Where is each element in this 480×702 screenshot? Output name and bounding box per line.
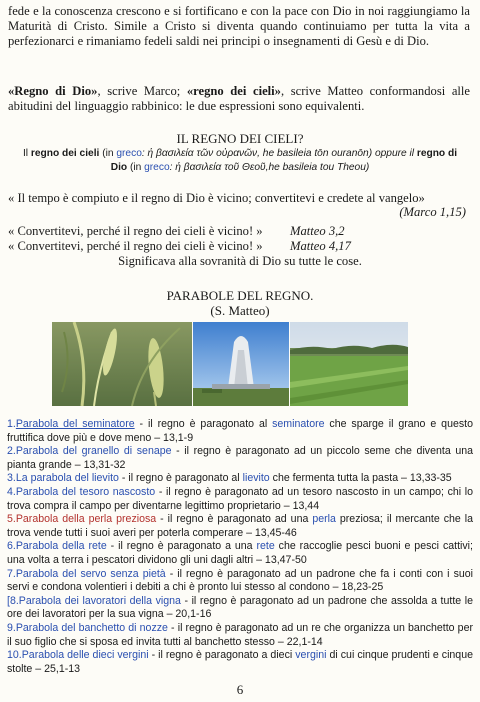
parable-title-link[interactable]: Parabola del banchetto di nozze <box>15 621 168 634</box>
section-title-parabole: PARABOLE DEL REGNO. <box>166 288 314 303</box>
quote-marco-ref: (Marco 1,15) <box>399 205 466 219</box>
parable-keyword-link[interactable]: seminatore <box>272 418 325 430</box>
parable-title-link[interactable]: Parabola della rete <box>15 540 107 553</box>
intro-paragraph: fede e la conoscenza crescono e si fortificano e con la pace con Dio in noi raggiungiamo la Maturità di Cristo. Simile a Cristo si diventa quando continuiamo per tutta la vita a perfezionarci e rimaniamo fedeli saldi nei principi o insegnamenti di Gesù e di Dio. <box>8 4 470 48</box>
parable-text: - il regno è paragonato ad un padrone che fa i conti con i suoi servi e condona volentieri i debiti a chi è pronto lui stesso al condono – 18,23-25 <box>7 567 474 594</box>
photo-strip <box>52 322 408 406</box>
parable-number: 2. <box>7 445 16 458</box>
parable-number: 6. <box>7 540 16 553</box>
section-title-regno: IL REGNO DEI CIELI? <box>176 131 304 146</box>
parable-item <box>7 513 473 540</box>
parable-title-link[interactable]: Parabola del granello di senape <box>15 445 172 458</box>
parable-keyword-link[interactable]: vergini <box>295 649 327 662</box>
parable-item <box>7 595 473 622</box>
marco-paragraph <box>8 84 470 114</box>
parable-number: 10. <box>7 649 22 662</box>
marco-text-2: , scrive Matteo conformandosi alle abitudini del linguaggio rabbinico: le due espressioni sono equivalenti. <box>8 84 470 113</box>
link-greco-2[interactable]: greco <box>144 162 170 173</box>
parable-keyword-link[interactable]: lievito <box>242 472 270 485</box>
quote-marco-text: « Il tempo è compiuto e il regno di Dio è vicino; convertitevi e credete al vangelo» <box>8 191 425 205</box>
parable-title-link[interactable]: Parabola del tesoro nascosto <box>15 485 156 498</box>
note-a: Il <box>22 148 31 159</box>
parable-text: - il regno è paragonato a una <box>106 540 257 553</box>
term-regno-di-dio: «Regno di Dio» <box>8 84 98 98</box>
parable-item <box>7 472 473 486</box>
parable-item <box>7 649 473 676</box>
parable-number: 7. <box>7 567 16 580</box>
parable-item <box>7 568 473 595</box>
parable-title-link[interactable]: Parabola della perla preziosa <box>15 513 157 526</box>
parable-item <box>7 622 473 649</box>
parable-text: - il regno è paragonato ad un re che organizza un banchetto per il suo figlio che si sposa ed invita tutti al banchetto stesso – 22,1-14 <box>7 621 473 648</box>
parable-title-link[interactable]: Parabola del servo senza pietà <box>15 567 166 580</box>
term-regno-dei-cieli: «regno dei cieli» <box>186 84 281 98</box>
greek-note <box>18 147 462 175</box>
parable-number: 4. <box>7 485 16 498</box>
wheat-photo <box>52 322 192 406</box>
parable-text-end: di cui cinque prudenti e cinque stolte – 25,1-13 <box>7 649 473 675</box>
parable-text: - il regno è paragonato ad un piccolo seme che diventa una pianta grande – 13,31-32 <box>7 445 473 471</box>
note-g: (in <box>127 162 145 173</box>
quote-marco <box>8 191 470 206</box>
monument-photo <box>193 322 289 406</box>
parable-text-end: che sparge il grano e questo fruttifica dove più e dove meno – 13,1-9 <box>7 418 473 444</box>
parable-text: - il regno è paragonato ad un padrone che assolda a tutte le ore dei lavoratori per la sua vigna – 20,1-16 <box>7 594 473 621</box>
parable-item <box>7 540 473 567</box>
quote-matteo-3-text: « Convertitevi, perché il regno dei cieli è vicino! » <box>8 224 263 238</box>
page-number: 6 <box>236 682 244 697</box>
parable-number: 1. <box>7 418 16 430</box>
quote-matteo-3 <box>8 224 470 239</box>
note-b: regno dei cieli <box>30 148 100 159</box>
photo-strip-svg <box>52 322 408 406</box>
quote-matteo-4 <box>8 239 470 254</box>
parable-number: 3. <box>7 472 16 485</box>
parable-item <box>7 445 473 472</box>
section-subtitle-matteo: (S. Matteo) <box>210 303 270 318</box>
parable-text: - il regno è paragonato ad un tesoro nascosto in un campo; chi lo trova compra il campo per diventarne legittimo proprietario – 13,44 <box>7 485 474 512</box>
quote-matteo-3-ref: Matteo 3,2 <box>290 224 345 238</box>
note-f: regno di Dio <box>110 148 458 173</box>
parable-title-link[interactable]: La parabola del lievito <box>15 472 119 485</box>
parable-text: - il regno è paragonato ad una <box>156 513 313 526</box>
parable-number: [8. <box>7 594 19 607</box>
parable-keyword-link[interactable]: perla <box>312 513 336 526</box>
parable-item <box>7 486 473 513</box>
parable-text-end: che fermenta tutta la pasta – 13,33-35 <box>269 472 452 485</box>
quote-matteo-4-ref: Matteo 4,17 <box>290 239 351 253</box>
parable-title-link[interactable]: Parabola del seminatore <box>15 418 135 430</box>
parable-keyword-link[interactable]: rete <box>256 540 275 553</box>
quote-matteo-4-text: « Convertitevi, perché il regno dei cieli è vicino! » <box>8 239 263 253</box>
meaning-line: Significava alla sovranità di Dio su tutte le cose. <box>118 254 362 268</box>
parable-title-link[interactable]: Parabola delle dieci vergini <box>21 649 149 662</box>
parable-number: 9. <box>7 621 16 634</box>
marco-text-1: , scrive Marco; <box>97 84 187 98</box>
parable-number: 5. <box>7 513 16 526</box>
field-photo <box>290 322 408 406</box>
note-c: (in <box>99 148 117 159</box>
parable-list <box>7 418 473 676</box>
parable-item <box>7 418 473 445</box>
parable-text: - il regno è paragonato a dieci <box>148 649 296 662</box>
note-e: : ἡ βασιλεία τῶν οὐρανῶν, he basileia tōn ouranōn) oppure il <box>141 148 417 159</box>
note-i: : ἡ βασιλεία τοῦ Θεοῦ,he basileia tou Theou) <box>169 162 370 173</box>
parable-text-end: che raccoglie pesci buoni e pesci cattivi; una volta a terra i pescatori dividono gli uni dagli altri – 13,47-50 <box>7 540 473 566</box>
link-greco-1[interactable]: greco <box>116 148 142 159</box>
parable-text: - il regno è paragonato al <box>134 418 273 430</box>
parable-text-end: preziosa; il mercante che la trova vende tutti i suoi averi per poterla comperare – 13,45-46 <box>7 513 473 539</box>
parable-title-link[interactable]: Parabola dei lavoratori della vigna <box>18 594 181 607</box>
parable-text: - il regno è paragonato al <box>118 472 243 485</box>
